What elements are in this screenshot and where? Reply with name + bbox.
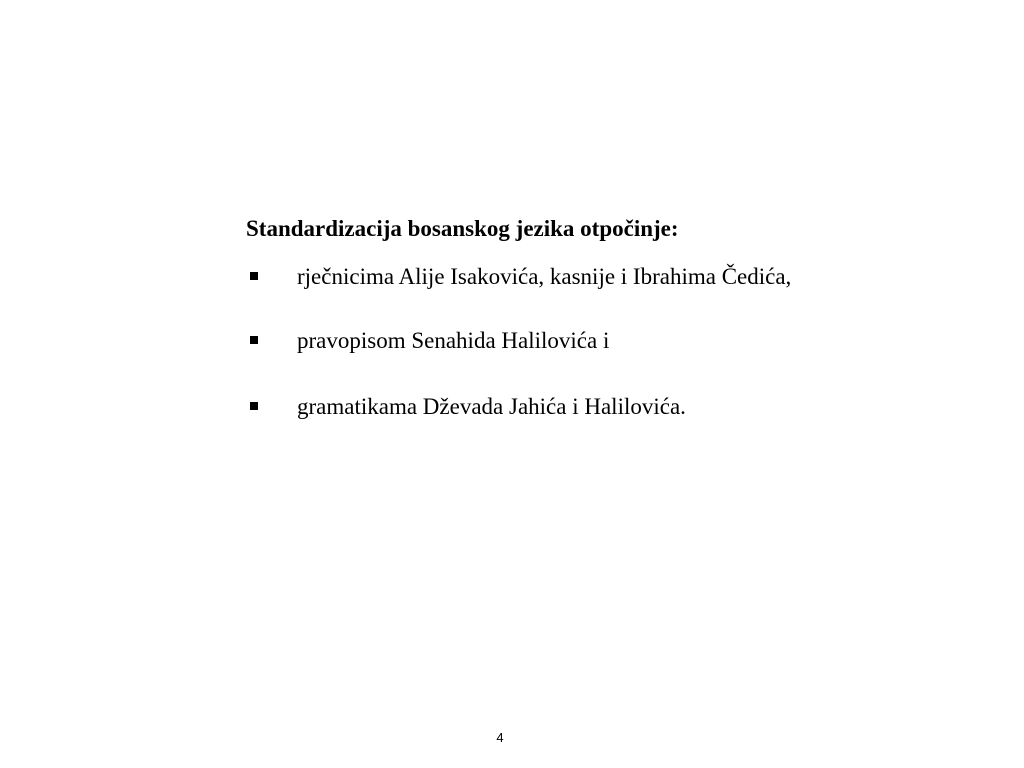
list-item-text: gramatikama Dževada Jahića i Halilovića.	[297, 394, 686, 419]
square-bullet-icon	[250, 402, 258, 410]
square-bullet-icon	[250, 272, 258, 280]
page-number: 4	[496, 730, 504, 745]
list-item-text: rječnicima Alije Isakovića, kasnije i Ibrahima Čedića,	[297, 264, 792, 289]
square-bullet-icon	[250, 336, 258, 344]
list-item-text: pravopisom Senahida Halilovića i	[297, 328, 610, 353]
slide-heading: Standardizacija bosanskog jezika otpočinje:	[246, 216, 679, 241]
